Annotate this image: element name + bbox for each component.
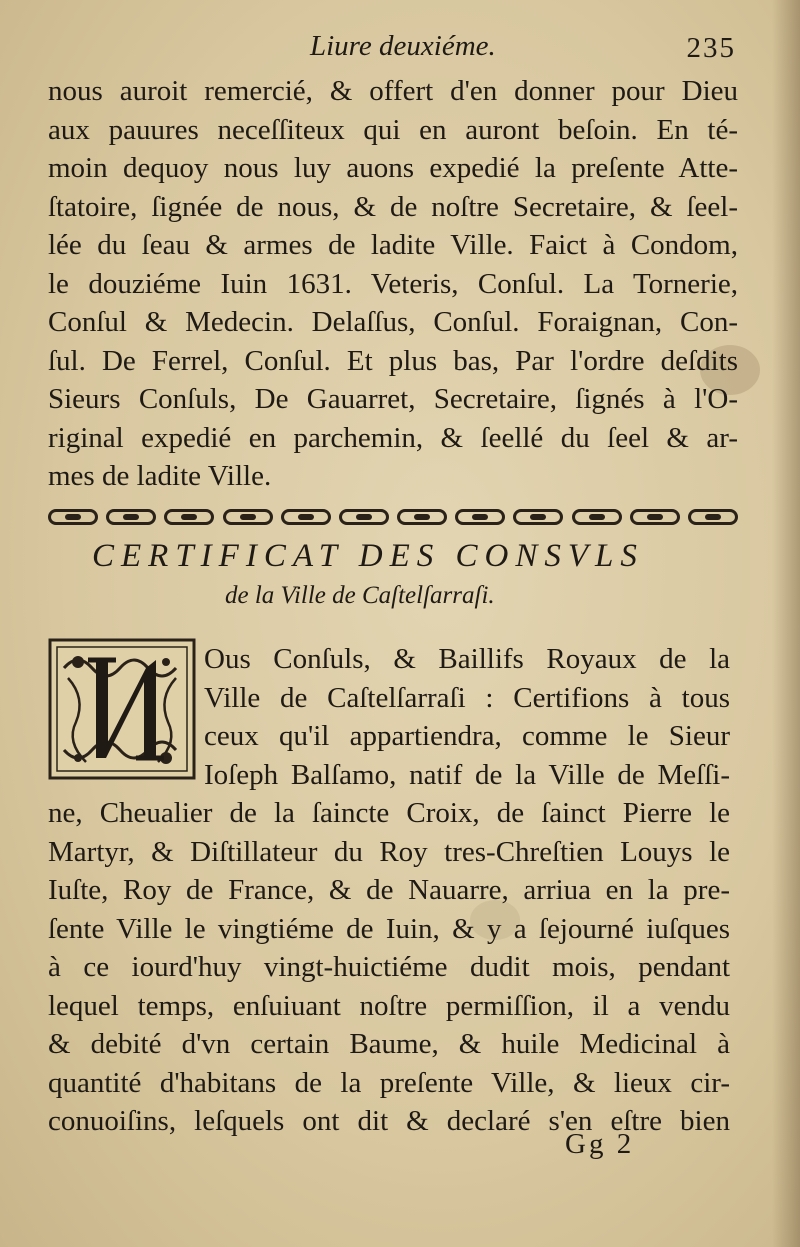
text-line: à ce iourd'huy vingt-huictiéme dudit mois, pendant xyxy=(48,951,730,983)
text-line: moin dequoy nous luy auons expedié la preſente Atte- xyxy=(48,152,738,184)
ornament-piece xyxy=(688,509,738,525)
page-number: 235 xyxy=(686,32,736,64)
text-line: conuoiſins, leſquels ont dit & declaré s'en eſtre bien xyxy=(48,1105,730,1137)
text-line: ceux qu'il appartiendra, comme le Sieur xyxy=(204,720,730,752)
text-line: riginal expedié en parchemin, & ſeellé du ſeel & ar- xyxy=(48,421,738,454)
ornament-piece xyxy=(630,509,680,525)
ornament-piece xyxy=(455,509,505,525)
text-line: & debité d'vn certain Baume, & huile Medicinal à xyxy=(48,1028,730,1060)
page-edge-shadow xyxy=(772,0,800,1247)
ornament-piece xyxy=(164,509,214,525)
section-subheading: de la Ville de Caſtelſarraſi. xyxy=(225,582,495,609)
page-header xyxy=(48,30,736,70)
text-line: mes de ladite Ville. xyxy=(48,460,272,492)
text-line: lée du ſeau & armes de ladite Ville. Faict à Condom, xyxy=(48,229,738,261)
text-line: aux pauures neceſſiteux qui en auront beſoin. En té- xyxy=(48,113,738,146)
text-line: Sieurs Conſuls, De Gauarret, Secretaire, ſignés à l'O- xyxy=(48,383,738,415)
ornament-piece xyxy=(513,509,563,525)
section-heading: CERTIFICAT DES CONSVLS xyxy=(92,538,644,574)
text-line: ſtatoire, ſignée de nous, & de noſtre Secretaire, & ſeel- xyxy=(48,190,738,223)
text-line: Martyr, & Diſtillateur du Roy tres-Chreſtien Louys le xyxy=(48,835,730,868)
ornament-piece xyxy=(339,509,389,525)
ornament-piece xyxy=(281,509,331,525)
text-line: nous auroit remercié, & offert d'en donner pour Dieu xyxy=(48,75,738,107)
text-line: le douziéme Iuin 1631. Veteris, Conſul. La Tornerie, xyxy=(48,267,738,300)
text-line: ne, Cheualier de la ſaincte Croix, de ſainct Pierre le xyxy=(48,797,730,829)
ornament-piece xyxy=(572,509,622,525)
text-line: Ous Conſuls, & Baillifs Royaux de la xyxy=(204,643,730,675)
ornament-piece xyxy=(48,509,98,525)
signature-mark: Gg 2 xyxy=(565,1128,635,1160)
text-line: ſul. De Ferrel, Conſul. Et plus bas, Par l'ordre deſdits xyxy=(48,344,738,377)
text-line: Iuſte, Roy de France, & de Nauarre, arriua en la pre- xyxy=(48,874,730,906)
certificate-text xyxy=(48,640,730,1141)
decorative-border xyxy=(48,506,738,528)
top-paragraph xyxy=(48,72,738,496)
text-line: lequel temps, enſuiuant noſtre permiſſion, il a vendu xyxy=(48,989,730,1022)
ornament-piece xyxy=(397,509,447,525)
ornament-piece xyxy=(223,509,273,525)
running-title: Liure deuxiéme. xyxy=(310,30,496,62)
text-line: ſente Ville le vingtiéme de Iuin, & y a ſejourné iuſques xyxy=(48,912,730,945)
text-line: Ioſeph Balſamo, natif de la Ville de Meſſi- xyxy=(204,758,730,791)
text-line: quantité d'habitans de la preſente Ville, & lieux cir- xyxy=(48,1066,730,1099)
text-line: Conſul & Medecin. Delaſſus, Conſul. Foraignan, Con- xyxy=(48,306,738,338)
ornament-piece xyxy=(106,509,156,525)
text-line: Ville de Caſtelſarraſi : Certifions à tous xyxy=(204,681,730,714)
